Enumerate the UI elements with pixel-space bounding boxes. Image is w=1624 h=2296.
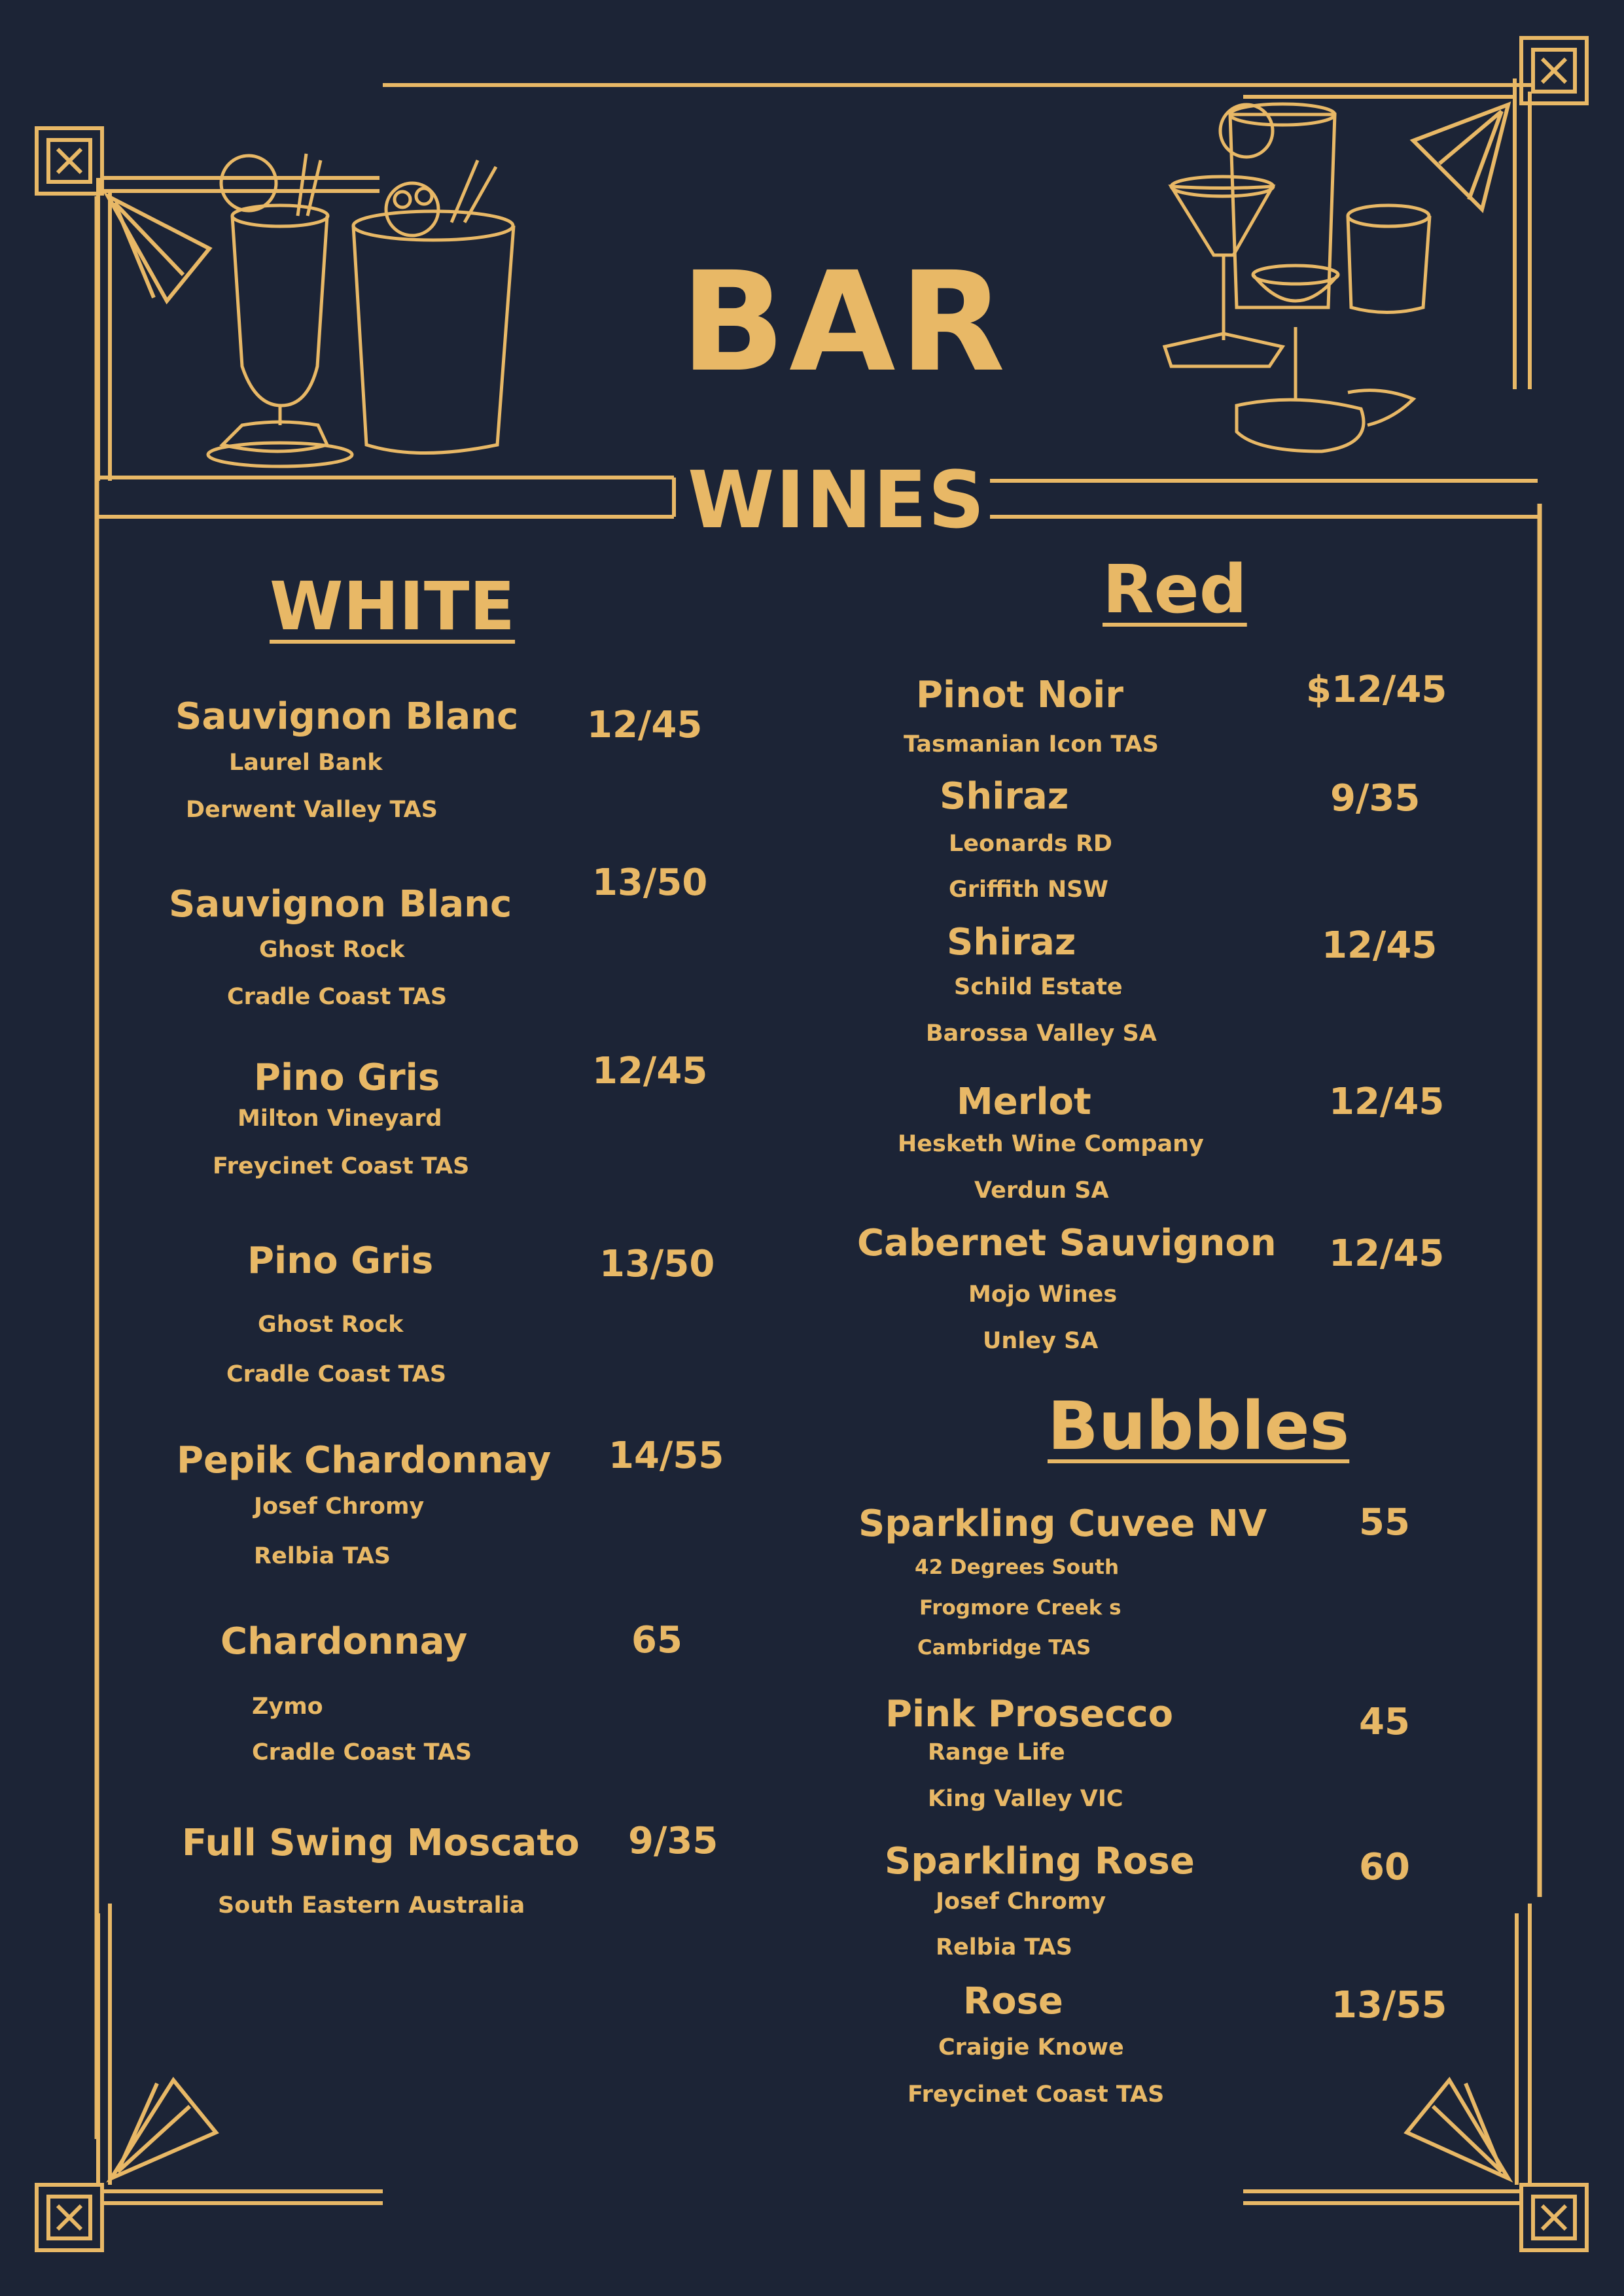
wine-producer: Josef Chromy [254, 1493, 425, 1520]
wine-name: Sauvignon Blanc [169, 883, 512, 926]
wine-region: Derwent Valley TAS [186, 797, 438, 823]
wine-region: Barossa Valley SA [926, 1020, 1157, 1047]
wine-producer: Tasmanian Icon TAS [904, 731, 1159, 757]
wine-name: Chardonnay [221, 1620, 468, 1663]
wine-price: 12/45 [587, 704, 703, 746]
wine-producer: Ghost Rock [259, 937, 405, 963]
wine-name: Full Swing Moscato [182, 1822, 580, 1864]
wine-price: 45 [1359, 1701, 1410, 1743]
wine-producer: 42 Degrees South [915, 1556, 1120, 1579]
section-heading-red: Red [1103, 551, 1247, 629]
wine-producer: Frogmore Creek s [919, 1596, 1121, 1620]
wine-name: Merlot [957, 1081, 1091, 1123]
wine-region: Freycinet Coast TAS [213, 1153, 470, 1179]
wine-producer: Milton Vineyard [238, 1105, 442, 1132]
wine-region: King Valley VIC [928, 1786, 1123, 1812]
wine-price: 12/45 [592, 1050, 708, 1092]
wine-name: Sparkling Cuvee NV [858, 1503, 1267, 1545]
wine-region: Cradle Coast TAS [252, 1739, 472, 1765]
wine-region: Freycinet Coast TAS [908, 2081, 1165, 2108]
wine-price: 9/35 [628, 1820, 718, 1862]
wine-price: 9/35 [1330, 777, 1421, 820]
wine-name: Cabernet Sauvignon [857, 1222, 1277, 1264]
wine-producer: Josef Chromy [936, 1888, 1106, 1915]
wine-price: 12/45 [1322, 924, 1438, 967]
wine-price: 13/50 [592, 861, 708, 904]
wine-region: Cambridge TAS [917, 1636, 1091, 1660]
wine-producer: Mojo Wines [968, 1281, 1118, 1308]
wine-price: 13/50 [599, 1243, 715, 1285]
wine-price: 55 [1359, 1501, 1410, 1544]
wine-producer: Schild Estate [954, 974, 1123, 1000]
wine-name: Pinot Noir [916, 674, 1123, 716]
wine-region: Verdun SA [974, 1177, 1109, 1204]
wine-price: 12/45 [1329, 1081, 1445, 1123]
wine-region: Griffith NSW [949, 877, 1108, 903]
wine-name: Sauvignon Blanc [175, 695, 519, 738]
wine-name: Pino Gris [247, 1240, 434, 1282]
wine-name: Rose [963, 1980, 1063, 2023]
wine-producer: Hesketh Wine Company [898, 1131, 1204, 1157]
wine-name: Pink Prosecco [885, 1693, 1174, 1735]
wine-price: 14/55 [609, 1435, 724, 1477]
wine-name: Pepik Chardonnay [177, 1439, 552, 1482]
wine-price: $12/45 [1306, 669, 1447, 711]
wine-region: Cradle Coast TAS [227, 984, 448, 1010]
wine-region: South Eastern Australia [218, 1892, 525, 1919]
section-heading-white: WHITE [270, 568, 516, 646]
wine-producer: Laurel Bank [229, 750, 383, 776]
wine-name: Shiraz [947, 921, 1076, 964]
wine-name: Shiraz [940, 775, 1069, 818]
section-heading-bubbles: Bubbles [1048, 1387, 1350, 1465]
wine-producer: Zymo [252, 1694, 323, 1720]
wine-price: 13/55 [1332, 1984, 1447, 2026]
wine-region: Relbia TAS [254, 1543, 391, 1569]
wine-price: 12/45 [1329, 1232, 1445, 1275]
wine-producer: Leonards RD [949, 831, 1112, 857]
wine-name: Pino Gris [254, 1056, 440, 1099]
wine-region: Cradle Coast TAS [226, 1361, 447, 1387]
wine-price: 65 [631, 1619, 682, 1661]
wine-price: 60 [1359, 1846, 1410, 1888]
wine-producer: Range Life [928, 1739, 1065, 1765]
wine-producer: Craigie Knowe [938, 2034, 1124, 2061]
page-subtitle: WINES [684, 455, 990, 546]
page-title: BAR [680, 242, 1010, 402]
wine-name: Sparkling Rose [885, 1840, 1195, 1883]
wine-producer: Ghost Rock [258, 1312, 404, 1338]
wine-region: Unley SA [983, 1328, 1099, 1354]
wine-region: Relbia TAS [936, 1934, 1072, 1960]
